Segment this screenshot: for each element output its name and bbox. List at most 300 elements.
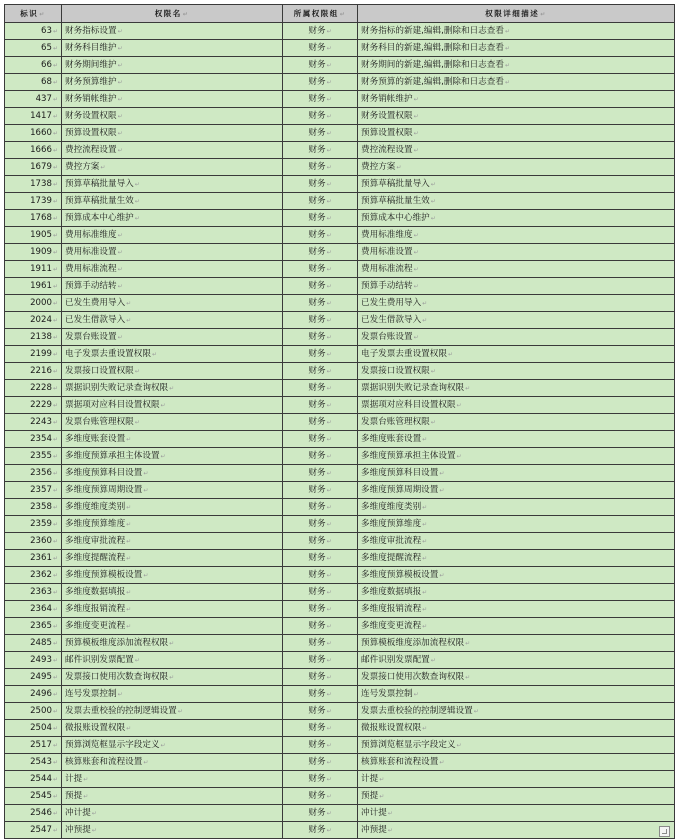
- paragraph-mark-icon: ↵: [126, 435, 132, 443]
- cell-permission-name: [62, 431, 283, 448]
- paragraph-mark-icon: ↵: [52, 197, 58, 205]
- paragraph-mark-icon: ↵: [126, 724, 132, 732]
- cell-permission-description-text: 冲预提: [361, 824, 387, 835]
- paragraph-mark-icon: ↵: [117, 44, 123, 52]
- cell-permission-description-text: 计提: [361, 773, 379, 784]
- cell-permission-group: [283, 108, 358, 125]
- cell-permission-group: [283, 74, 358, 91]
- paragraph-mark-icon: ↵: [126, 299, 132, 307]
- paragraph-mark-icon: ↵: [465, 384, 471, 392]
- cell-id-text: 2360: [30, 535, 52, 546]
- cell-permission-description: [358, 550, 675, 567]
- paragraph-mark-icon: ↵: [126, 554, 132, 562]
- paragraph-mark-icon: ↵: [83, 792, 89, 800]
- cell-permission-group-text: 财务: [308, 144, 326, 155]
- paragraph-mark-icon: ↵: [396, 163, 402, 171]
- cell-permission-description-text: 预算模板维度添加流程权限: [361, 637, 465, 648]
- paragraph-mark-icon: ↵: [326, 435, 332, 443]
- paragraph-mark-icon: ↵: [52, 95, 58, 103]
- cell-permission-group: [283, 567, 358, 584]
- cell-permission-name-text: 多维度维度类别: [65, 501, 126, 512]
- cell-permission-name: [62, 703, 283, 720]
- cell-id: [5, 142, 62, 159]
- cell-id-text: 2485: [30, 637, 52, 648]
- paragraph-mark-icon: ↵: [326, 316, 332, 324]
- paragraph-mark-icon: ↵: [430, 214, 436, 222]
- cell-id-text: 1911: [30, 263, 52, 274]
- paragraph-mark-icon: ↵: [326, 129, 332, 137]
- cell-id: [5, 584, 62, 601]
- paragraph-mark-icon: ↵: [387, 809, 393, 817]
- paragraph-mark-icon: ↵: [379, 792, 385, 800]
- cell-permission-name-text: 冲计提: [65, 807, 91, 818]
- paragraph-mark-icon: ↵: [422, 435, 428, 443]
- table-row: [5, 329, 675, 346]
- cell-id: [5, 652, 62, 669]
- cell-permission-group: [283, 635, 358, 652]
- paragraph-mark-icon: ↵: [52, 282, 58, 290]
- table-row: [5, 448, 675, 465]
- cell-permission-description-text: 多维度报销流程: [361, 603, 422, 614]
- cell-id: [5, 227, 62, 244]
- paragraph-mark-icon: ↵: [117, 265, 123, 273]
- cell-permission-name-text: 发票台账管理权限: [65, 416, 134, 427]
- paragraph-mark-icon: ↵: [422, 520, 428, 528]
- table-row: [5, 193, 675, 210]
- cell-permission-group: [283, 822, 358, 839]
- paragraph-mark-icon: ↵: [134, 180, 140, 188]
- cell-permission-description-text: 连号发票控制: [361, 688, 413, 699]
- cell-permission-description-text: 发票去重校验的控制逻辑设置: [361, 705, 473, 716]
- cell-permission-name: [62, 414, 283, 431]
- cell-permission-name: [62, 23, 283, 40]
- cell-permission-group-text: 财务: [308, 688, 326, 699]
- cell-permission-name: [62, 363, 283, 380]
- cell-id-text: 2216: [30, 365, 52, 376]
- cell-id-text: 2243: [30, 416, 52, 427]
- table-row: [5, 788, 675, 805]
- cell-permission-name: [62, 380, 283, 397]
- cell-permission-name: [62, 482, 283, 499]
- table-row: [5, 754, 675, 771]
- paragraph-mark-icon: ↵: [52, 44, 58, 52]
- paragraph-mark-icon: ↵: [326, 299, 332, 307]
- cell-permission-name-text: 连号发票控制: [65, 688, 117, 699]
- paragraph-mark-icon: ↵: [326, 61, 332, 69]
- cell-permission-name-text: 预算浏览框显示字段定义: [65, 739, 160, 750]
- cell-permission-description: [358, 431, 675, 448]
- cell-permission-description: [358, 635, 675, 652]
- cell-permission-group-text: 财务: [308, 399, 326, 410]
- paragraph-mark-icon: ↵: [379, 775, 385, 783]
- paragraph-mark-icon: ↵: [83, 775, 89, 783]
- cell-id: [5, 618, 62, 635]
- paragraph-mark-icon: ↵: [117, 248, 123, 256]
- paragraph-mark-icon: ↵: [117, 146, 123, 154]
- cell-id-text: 63: [41, 25, 52, 36]
- paragraph-mark-icon: ↵: [422, 622, 428, 630]
- table-row: [5, 346, 675, 363]
- paragraph-mark-icon: ↵: [134, 197, 140, 205]
- cell-id: [5, 550, 62, 567]
- paragraph-mark-icon: ↵: [326, 95, 332, 103]
- cell-permission-description-text: 多维度提醒流程: [361, 552, 422, 563]
- paragraph-mark-icon: ↵: [52, 639, 58, 647]
- cell-permission-group: [283, 159, 358, 176]
- cell-permission-name-text: 发票接口使用次数查询权限: [65, 671, 169, 682]
- cell-permission-description: [358, 40, 675, 57]
- cell-id: [5, 380, 62, 397]
- paragraph-mark-icon: ↵: [117, 231, 123, 239]
- paragraph-mark-icon: ↵: [52, 61, 58, 69]
- cell-id-text: 2517: [30, 739, 52, 750]
- paragraph-mark-icon: ↵: [413, 690, 419, 698]
- paragraph-mark-icon: ↵: [326, 333, 332, 341]
- table-row: [5, 74, 675, 91]
- cell-permission-group: [283, 618, 358, 635]
- cell-id-text: 2365: [30, 620, 52, 631]
- cell-permission-name-text: 预算手动结转: [65, 280, 117, 291]
- cell-id-text: 2364: [30, 603, 52, 614]
- paragraph-mark-icon: ↵: [52, 299, 58, 307]
- cell-permission-description: [358, 397, 675, 414]
- paragraph-mark-icon: ↵: [326, 469, 332, 477]
- paragraph-mark-icon: ↵: [52, 707, 58, 715]
- cell-id-text: 2363: [30, 586, 52, 597]
- cell-permission-name: [62, 142, 283, 159]
- paragraph-mark-icon: ↵: [326, 622, 332, 630]
- cell-permission-name-text: 预算草稿批量生效: [65, 195, 134, 206]
- cell-permission-name-text: 财务科目维护: [65, 42, 117, 53]
- cell-id: [5, 244, 62, 261]
- cell-permission-description-text: 多维度预算维度: [361, 518, 422, 529]
- paragraph-mark-icon: ↵: [169, 384, 175, 392]
- paragraph-mark-icon: ↵: [126, 605, 132, 613]
- cell-id-text: 1660: [30, 127, 52, 138]
- paragraph-mark-icon: ↵: [326, 401, 332, 409]
- cell-permission-group: [283, 448, 358, 465]
- cell-permission-name-text: 多维度审批流程: [65, 535, 126, 546]
- cell-id-text: 2356: [30, 467, 52, 478]
- paragraph-mark-icon: ↵: [52, 792, 58, 800]
- cell-permission-group-text: 财务: [308, 416, 326, 427]
- paragraph-mark-icon: ↵: [134, 418, 140, 426]
- paragraph-mark-icon: ↵: [52, 826, 58, 834]
- cell-permission-name-text: 预算成本中心维护: [65, 212, 134, 223]
- cell-permission-name: [62, 91, 283, 108]
- paragraph-mark-icon: ↵: [326, 214, 332, 222]
- cell-permission-group: [283, 244, 358, 261]
- header-id: 标识↵: [5, 5, 62, 23]
- cell-permission-name: [62, 635, 283, 652]
- cell-permission-group-text: 财务: [308, 705, 326, 716]
- cell-permission-description: [358, 244, 675, 261]
- cell-permission-description-text: 微报账设置权限: [361, 722, 422, 733]
- cell-permission-description-text: 财务设置权限: [361, 110, 413, 121]
- table-row: [5, 822, 675, 839]
- cell-id: [5, 108, 62, 125]
- table-resize-handle-icon[interactable]: [659, 826, 670, 837]
- paragraph-mark-icon: ↵: [439, 469, 445, 477]
- paragraph-mark-icon: ↵: [52, 758, 58, 766]
- cell-permission-description: [358, 482, 675, 499]
- paragraph-mark-icon: ↵: [326, 520, 332, 528]
- cell-id-text: 1666: [30, 144, 52, 155]
- cell-permission-name: [62, 567, 283, 584]
- cell-permission-description: [358, 363, 675, 380]
- paragraph-mark-icon: ↵: [52, 316, 58, 324]
- cell-id-text: 2361: [30, 552, 52, 563]
- cell-permission-group: [283, 754, 358, 771]
- paragraph-mark-icon: ↵: [52, 163, 58, 171]
- paragraph-mark-icon: ↵: [52, 724, 58, 732]
- paragraph-mark-icon: ↵: [430, 418, 436, 426]
- paragraph-mark-icon: ↵: [326, 690, 332, 698]
- table-row: [5, 669, 675, 686]
- cell-permission-group-text: 财务: [308, 484, 326, 495]
- cell-id-text: 2000: [30, 297, 52, 308]
- cell-id: [5, 448, 62, 465]
- cell-permission-description-text: 预算手动结转: [361, 280, 413, 291]
- cell-permission-group: [283, 261, 358, 278]
- paragraph-mark-icon: ↵: [160, 741, 166, 749]
- paragraph-mark-icon: ↵: [413, 95, 419, 103]
- cell-permission-description-text: 多维度预算模板设置: [361, 569, 439, 580]
- cell-permission-name: [62, 329, 283, 346]
- cell-permission-description-text: 冲计提: [361, 807, 387, 818]
- cell-id: [5, 414, 62, 431]
- cell-permission-name: [62, 754, 283, 771]
- cell-permission-description: [358, 669, 675, 686]
- cell-permission-description: [358, 57, 675, 74]
- paragraph-mark-icon: ↵: [117, 112, 123, 120]
- cell-permission-group-text: 财务: [308, 348, 326, 359]
- table-row: [5, 567, 675, 584]
- cell-id-text: 2500: [30, 705, 52, 716]
- cell-id: [5, 516, 62, 533]
- cell-permission-description-text: 财务销帐维护: [361, 93, 413, 104]
- paragraph-mark-icon: ↵: [504, 44, 510, 52]
- cell-permission-name: [62, 193, 283, 210]
- cell-permission-description: [358, 278, 675, 295]
- paragraph-mark-icon: ↵: [52, 78, 58, 86]
- paragraph-mark-icon: ↵: [117, 78, 123, 86]
- cell-permission-name-text: 票据项对应科目设置权限: [65, 399, 160, 410]
- cell-permission-name-text: 多维度预算承担主体设置: [65, 450, 160, 461]
- cell-permission-description-text: 多维度维度类别: [361, 501, 422, 512]
- paragraph-mark-icon: ↵: [117, 282, 123, 290]
- cell-permission-name: [62, 261, 283, 278]
- cell-permission-group-text: 财务: [308, 331, 326, 342]
- paragraph-mark-icon: ↵: [52, 27, 58, 35]
- table-row: [5, 210, 675, 227]
- paragraph-mark-icon: ↵: [117, 27, 123, 35]
- cell-permission-group: [283, 550, 358, 567]
- cell-id-text: 2504: [30, 722, 52, 733]
- cell-permission-group: [283, 312, 358, 329]
- table-row: [5, 584, 675, 601]
- cell-permission-description-text: 发票接口使用次数查询权限: [361, 671, 465, 682]
- cell-permission-name-text: 发票台账设置: [65, 331, 117, 342]
- cell-permission-description: [358, 261, 675, 278]
- cell-id: [5, 703, 62, 720]
- cell-permission-name: [62, 346, 283, 363]
- cell-permission-group-text: 财务: [308, 161, 326, 172]
- paragraph-mark-icon: ↵: [326, 656, 332, 664]
- paragraph-mark-icon: ↵: [430, 367, 436, 375]
- cell-permission-group: [283, 431, 358, 448]
- cell-permission-name: [62, 57, 283, 74]
- cell-permission-group: [283, 703, 358, 720]
- cell-permission-group: [283, 210, 358, 227]
- paragraph-mark-icon: ↵: [52, 333, 58, 341]
- cell-id-text: 2199: [30, 348, 52, 359]
- cell-permission-group-text: 财务: [308, 263, 326, 274]
- cell-permission-group: [283, 397, 358, 414]
- cell-permission-group-text: 财务: [308, 195, 326, 206]
- table-row: [5, 516, 675, 533]
- cell-permission-description: [358, 788, 675, 805]
- cell-permission-name-text: 多维度预算科目设置: [65, 467, 143, 478]
- paragraph-mark-icon: ↵: [52, 367, 58, 375]
- cell-permission-name-text: 多维度预算维度: [65, 518, 126, 529]
- cell-permission-name: [62, 227, 283, 244]
- header-permission-description: 权限详细描述↵: [358, 5, 675, 23]
- paragraph-mark-icon: ↵: [326, 571, 332, 579]
- cell-permission-description-text: 预算草稿批量生效: [361, 195, 430, 206]
- cell-permission-description: [358, 346, 675, 363]
- cell-permission-name: [62, 805, 283, 822]
- cell-id: [5, 482, 62, 499]
- cell-permission-name-text: 预算草稿批量导入: [65, 178, 134, 189]
- paragraph-mark-icon: ↵: [430, 656, 436, 664]
- cell-id: [5, 312, 62, 329]
- cell-permission-name-text: 微报账设置权限: [65, 722, 126, 733]
- paragraph-mark-icon: ↵: [465, 673, 471, 681]
- paragraph-mark-icon: ↵: [422, 503, 428, 511]
- cell-id: [5, 261, 62, 278]
- paragraph-mark-icon: ↵: [52, 503, 58, 511]
- document-page: [4, 4, 674, 839]
- cell-id: [5, 805, 62, 822]
- paragraph-mark-icon: ↵: [504, 27, 510, 35]
- cell-permission-name-text: 多维度预算模板设置: [65, 569, 143, 580]
- cell-permission-description-text: 费用标准设置: [361, 246, 413, 257]
- paragraph-mark-icon: ↵: [456, 401, 462, 409]
- cell-permission-name: [62, 822, 283, 839]
- cell-permission-group-text: 财务: [308, 586, 326, 597]
- cell-permission-name-text: 多维度数据填报: [65, 586, 126, 597]
- cell-id: [5, 159, 62, 176]
- cell-permission-name: [62, 601, 283, 618]
- cell-id: [5, 397, 62, 414]
- cell-permission-description-text: 预算成本中心维护: [361, 212, 430, 223]
- paragraph-mark-icon: ↵: [52, 741, 58, 749]
- cell-permission-group-text: 财务: [308, 773, 326, 784]
- cell-permission-name-text: 费控流程设置: [65, 144, 117, 155]
- cell-permission-description: [358, 465, 675, 482]
- table-row: [5, 91, 675, 108]
- cell-id-text: 1768: [30, 212, 52, 223]
- cell-permission-name-text: 票据识别失败记录查询权限: [65, 382, 169, 393]
- cell-permission-group-text: 财务: [308, 59, 326, 70]
- cell-permission-group: [283, 278, 358, 295]
- paragraph-mark-icon: ↵: [326, 248, 332, 256]
- cell-id: [5, 822, 62, 839]
- cell-permission-description-text: 邮件识别发票配置: [361, 654, 430, 665]
- paragraph-mark-icon: ↵: [52, 350, 58, 358]
- cell-id-text: 2543: [30, 756, 52, 767]
- table-row: [5, 686, 675, 703]
- cell-permission-description-text: 票据识别失败记录查询权限: [361, 382, 465, 393]
- cell-permission-group: [283, 227, 358, 244]
- table-row: [5, 533, 675, 550]
- cell-permission-name-text: 电子发票去重设置权限: [65, 348, 151, 359]
- cell-permission-description-text: 多维度数据填报: [361, 586, 422, 597]
- cell-permission-name: [62, 771, 283, 788]
- cell-permission-name-text: 预提: [65, 790, 83, 801]
- paragraph-mark-icon: ↵: [447, 350, 453, 358]
- paragraph-mark-icon: ↵: [326, 367, 332, 375]
- cell-id-text: 2138: [30, 331, 52, 342]
- paragraph-mark-icon: ↵: [326, 197, 332, 205]
- cell-permission-group: [283, 363, 358, 380]
- cell-permission-description: [358, 618, 675, 635]
- paragraph-mark-icon: ↵: [52, 571, 58, 579]
- cell-id: [5, 295, 62, 312]
- cell-permission-description-text: 预算草稿批量导入: [361, 178, 430, 189]
- paragraph-mark-icon: ↵: [326, 44, 332, 52]
- cell-permission-description: [358, 822, 675, 839]
- cell-permission-group-text: 财务: [308, 722, 326, 733]
- cell-id-text: 1739: [30, 195, 52, 206]
- paragraph-mark-icon: ↵: [52, 231, 58, 239]
- table-row: [5, 414, 675, 431]
- table-row: [5, 771, 675, 788]
- paragraph-mark-icon: ↵: [126, 520, 132, 528]
- cell-id-text: 2544: [30, 773, 52, 784]
- cell-permission-description-text: 财务科目的新建,编辑,删除和日志查看: [361, 42, 504, 53]
- paragraph-mark-icon: ↵: [326, 673, 332, 681]
- cell-permission-group-text: 财务: [308, 518, 326, 529]
- cell-permission-group-text: 财务: [308, 365, 326, 376]
- cell-permission-group: [283, 91, 358, 108]
- paragraph-mark-icon: ↵: [177, 707, 183, 715]
- cell-permission-group-text: 财务: [308, 212, 326, 223]
- paragraph-mark-icon: ↵: [413, 129, 419, 137]
- paragraph-mark-icon: ↵: [439, 758, 445, 766]
- cell-permission-group-text: 财务: [308, 603, 326, 614]
- table-body: [5, 23, 675, 839]
- cell-permission-name-text: 费用标准流程: [65, 263, 117, 274]
- cell-id-text: 2357: [30, 484, 52, 495]
- cell-id-text: 2024: [30, 314, 52, 325]
- cell-permission-name-text: 多维度变更流程: [65, 620, 126, 631]
- table-row: [5, 125, 675, 142]
- cell-permission-description: [358, 686, 675, 703]
- cell-id: [5, 788, 62, 805]
- paragraph-mark-icon: ↵: [326, 350, 332, 358]
- cell-permission-description: [358, 108, 675, 125]
- paragraph-mark-icon: ↵: [117, 61, 123, 69]
- cell-permission-description: [358, 652, 675, 669]
- cell-permission-description-text: 财务预算的新建,编辑,删除和日志查看: [361, 76, 504, 87]
- header-permission-name: 权限名↵: [62, 5, 283, 23]
- paragraph-mark-icon: ↵: [326, 180, 332, 188]
- paragraph-mark-icon: ↵: [413, 248, 419, 256]
- paragraph-mark-icon: ↵: [326, 605, 332, 613]
- cell-permission-group-text: 财务: [308, 501, 326, 512]
